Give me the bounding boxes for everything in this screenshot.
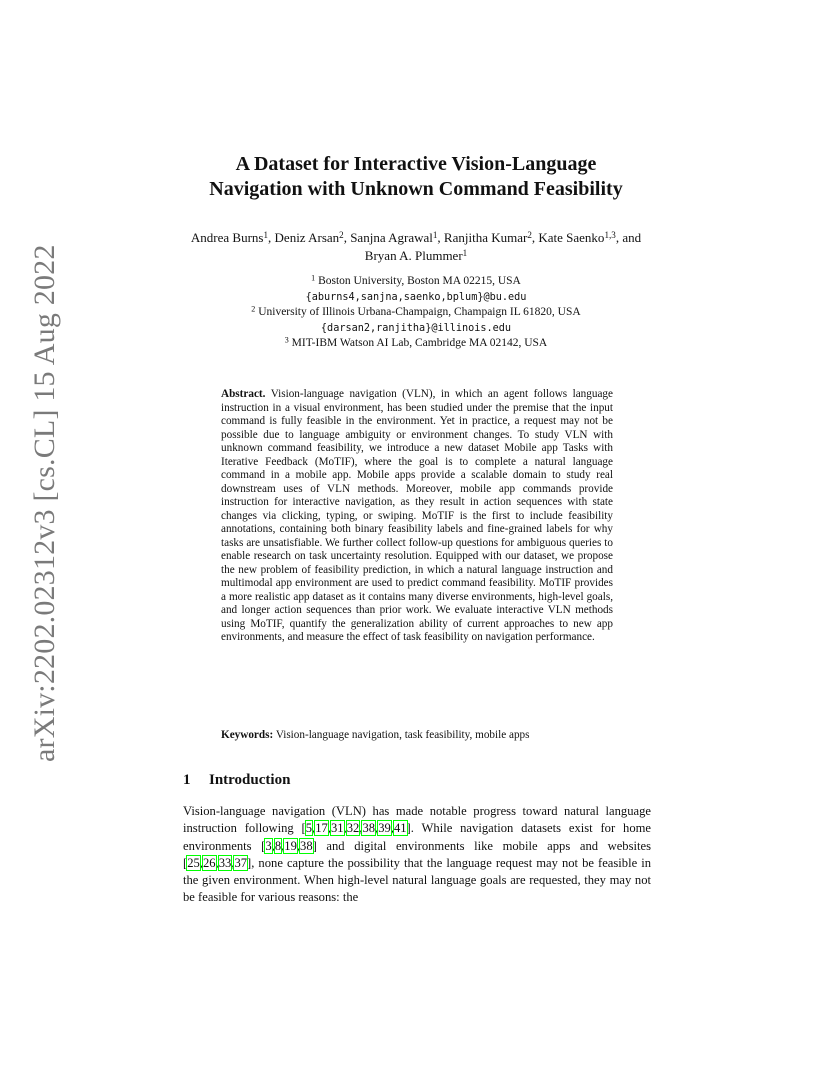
affil-text: MIT-IBM Watson AI Lab, Cambridge MA 02142, USA xyxy=(291,337,548,349)
citation-link[interactable]: 25 xyxy=(187,855,200,870)
arxiv-stamp: arXiv:2202.02312v3 [cs.CL] 15 Aug 2022 xyxy=(28,244,61,762)
affiliation-1 xyxy=(180,274,652,290)
paper-title xyxy=(150,152,682,202)
affiliations xyxy=(180,274,652,352)
author-name: Bryan A. Plummer xyxy=(364,248,463,263)
affiliation-3 xyxy=(180,336,652,352)
section-heading xyxy=(183,770,653,790)
affil-mark: 3 xyxy=(284,335,289,345)
author-list: Andrea Burns$^1$, Deniz Arsan$^2$, Sanjna Agrawal$^1$, Ranjitha Kumar$^2$, Kate Saenko$^{1,3}$, and Bryan A. Plummer$^1$ xyxy=(190,229,642,263)
citation-link[interactable]: 41 xyxy=(393,821,407,836)
citation-link[interactable]: 38 xyxy=(300,838,313,853)
citation-link[interactable]: 32 xyxy=(346,821,360,836)
author-name: Andrea Burns xyxy=(190,230,264,245)
citation-link[interactable]: 39 xyxy=(378,821,391,836)
author-affil-mark: 2 xyxy=(339,229,344,240)
affiliation-2 xyxy=(180,305,652,321)
title-line-1: A Dataset for Interactive Vision-Language xyxy=(235,153,597,175)
affil-mark: 1 xyxy=(311,273,316,283)
intro-text: , none capture the possibility that the language request may not be feasible in the given environment. When high-level natural language goals are requested, they may not be feasible for various reasons: the xyxy=(183,855,651,905)
author-name: Sanjna Agrawal xyxy=(350,230,433,245)
citation-link[interactable]: 38 xyxy=(362,821,376,836)
citation-link[interactable]: 8 xyxy=(274,838,282,853)
citation-link[interactable]: 19 xyxy=(284,838,297,853)
abstract xyxy=(221,388,613,645)
affil-mark: 2 xyxy=(251,304,256,314)
affil-email: {aburns4,sanjna,saenko,bplum}@bu.edu xyxy=(305,291,527,303)
citation-link[interactable]: 17 xyxy=(315,821,328,836)
author-affil-mark: 1,3 xyxy=(604,229,616,240)
citation-link[interactable]: 26 xyxy=(202,855,216,870)
affil-text: University of Illinois Urbana-Champaign, Champaign IL 61820, USA xyxy=(258,306,581,318)
author-affil-mark: 2 xyxy=(527,229,532,240)
citation-link[interactable]: 37 xyxy=(234,855,248,870)
author-affil-mark: 1 xyxy=(432,229,438,240)
abstract-text: Vision-language navigation (VLN), in which an agent follows language instruction in a visual environment, has been studied under the premise that the input command is fully feasible in the environment. Yet in practice, a request may not be possible due to language ambiguity or environment changes. To study VLN with unknown command feasibility, we introduce a new dataset Mobile app Tasks with Iterative Feedback (MoTIF), where the goal is to complete a natural language command in a mobile app. Mobile apps provide a scalable domain to study real downstream uses of VLN methods. Moreover, mobile app commands provide instruction for interactive navigation, as they result in action sequences with state changes via clicking, typing, or swiping. MoTIF is the first to include feasibility annotations, containing both binary feasibility labels and fine-grained labels for why tasks are unsatisfiable. We further collect follow-up questions for ambiguous queries to enable research on task uncertainty resolution. Equipped with our dataset, we propose the new problem of feasibility prediction, in which a natural language instruction and multimodal app environment are used to predict command feasibility. MoTIF provides a more realistic app dataset as it contains many diverse environments, high-level goals, and longer action sequences than prior work. We evaluate interactive VLN methods using MoTIF, quantify the generalization ability of current approaches to new app environments, and measure the effect of task feasibility on navigation performance. xyxy=(221,388,613,643)
keywords-text: Vision-language navigation, task feasibility, mobile apps xyxy=(275,729,530,741)
intro-paragraph xyxy=(183,803,651,907)
citation-link[interactable]: 5 xyxy=(305,821,313,836)
title-line-2: Navigation with Unknown Command Feasibility xyxy=(209,178,623,200)
intro-text: and digital environments like mobile apps and websites xyxy=(316,838,651,853)
author-affil-mark: 1 xyxy=(462,247,468,258)
abstract-label: Abstract. xyxy=(221,388,266,400)
author-name: Deniz Arsan xyxy=(274,230,340,245)
citation-group[interactable]: [5,17,31,32,38,39,41] xyxy=(301,821,411,836)
section-title: Introduction xyxy=(209,772,291,788)
keywords-label: Keywords: xyxy=(221,729,274,741)
author-affil-mark: 1 xyxy=(263,229,269,240)
section-number: 1 xyxy=(183,772,191,788)
citation-group[interactable]: [3,8,19,38] xyxy=(261,838,317,853)
author-name: Kate Saenko xyxy=(538,230,605,245)
intro-text: . While navigation datasets exist for home environments xyxy=(183,821,652,853)
intro-text: Vision-language navigation (VLN) has made notable progress toward natural language instruction following xyxy=(183,804,651,836)
affil-email: {darsan2,ranjitha}@illinois.edu xyxy=(320,322,512,334)
author-name: Ranjitha Kumar xyxy=(443,230,528,245)
author-and: and xyxy=(622,230,642,245)
affil-text: Boston University, Boston MA 02215, USA xyxy=(318,275,521,287)
citation-link[interactable]: 33 xyxy=(218,855,232,870)
citation-link[interactable]: 3 xyxy=(265,838,272,853)
citation-link[interactable]: 31 xyxy=(330,821,344,836)
keywords xyxy=(221,729,613,743)
citation-group[interactable]: [25,26,33,37] xyxy=(183,855,252,870)
